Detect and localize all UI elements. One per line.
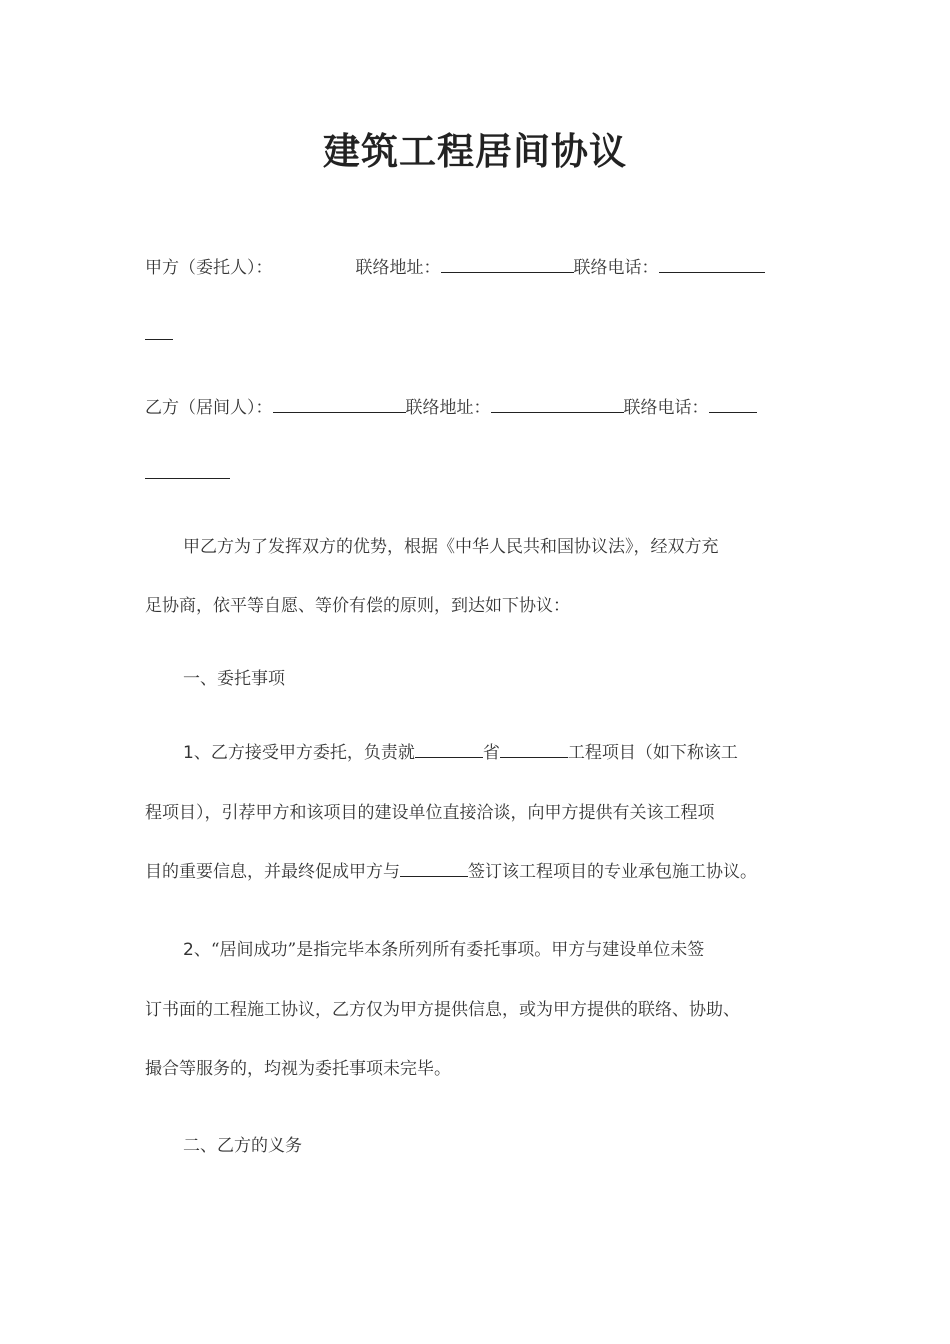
- party-a-label: 甲方（委托人）：: [145, 258, 273, 278]
- party-a-phone-label: 联络电话：: [573, 258, 659, 278]
- item-1-text-3b: 签订该工程项目的专业承包施工协议。: [468, 862, 757, 882]
- item-1-blank-project: [500, 741, 568, 758]
- party-a-address-label: 联络地址：: [355, 258, 441, 278]
- item-2-line-3: 撮合等服务的，均视为委托事项未完毕。: [145, 1059, 451, 1079]
- item-1-blank-party: [400, 860, 468, 877]
- party-a-phone-blank: [659, 256, 765, 273]
- item-2-number: 2: [183, 940, 194, 960]
- party-b-label: 乙方（居间人）：: [145, 398, 273, 418]
- item-1-text-c: 工程项目（如下称该工: [567, 743, 738, 763]
- section-1-heading: 一、委托事项: [183, 669, 285, 689]
- item-1-line-2: 程项目），引荐甲方和该项目的建设单位直接洽谈，向甲方提供有关该工程项: [145, 803, 715, 823]
- item-1-text-a: 、乙方接受甲方委托，负责就: [193, 743, 415, 763]
- item-1-line-1: [183, 741, 738, 765]
- document-title: 建筑工程居间协议: [323, 129, 627, 173]
- party-a-address-blank: [441, 256, 574, 273]
- party-b-address-label: 联络地址：: [405, 398, 491, 418]
- preamble-line-2: 足协商，依平等自愿、等价有偿的原则，到达如下协议：: [145, 596, 570, 616]
- item-1-blank-province: [415, 741, 483, 758]
- party-a-line-cont: [145, 323, 173, 347]
- party-b-name-blank: [273, 396, 406, 413]
- item-2-line-2: 订书面的工程施工协议，乙方仅为甲方提供信息，或为甲方提供的联络、协助、: [145, 1000, 740, 1020]
- item-2-line-1: [183, 938, 704, 962]
- item-2-text-a: 、“居间成功”是指完毕本条所列所有委托事项。甲方与建设单位未签: [193, 940, 705, 960]
- preamble-line-1: 甲乙方为了发挥双方的优势，根据《中华人民共和国协议法》，经双方充: [183, 537, 719, 557]
- party-b-line-cont: [145, 462, 230, 486]
- party-b-phone-blank: [709, 396, 757, 413]
- item-1-text-3a: 目的重要信息，并最终促成甲方与: [145, 862, 400, 882]
- item-1-number: 1: [183, 743, 194, 763]
- party-b-phone-label: 联络电话：: [623, 398, 709, 418]
- party-a-line: [145, 256, 765, 280]
- party-b-address-blank: [491, 396, 624, 413]
- party-b-line: [145, 396, 757, 420]
- section-2-heading: 二、乙方的义务: [183, 1136, 302, 1156]
- party-b-phone-blank-cont: [145, 462, 230, 479]
- party-a-phone-blank-cont: [145, 323, 173, 340]
- item-1-line-3: [145, 860, 757, 884]
- item-1-text-b: 省: [482, 743, 500, 763]
